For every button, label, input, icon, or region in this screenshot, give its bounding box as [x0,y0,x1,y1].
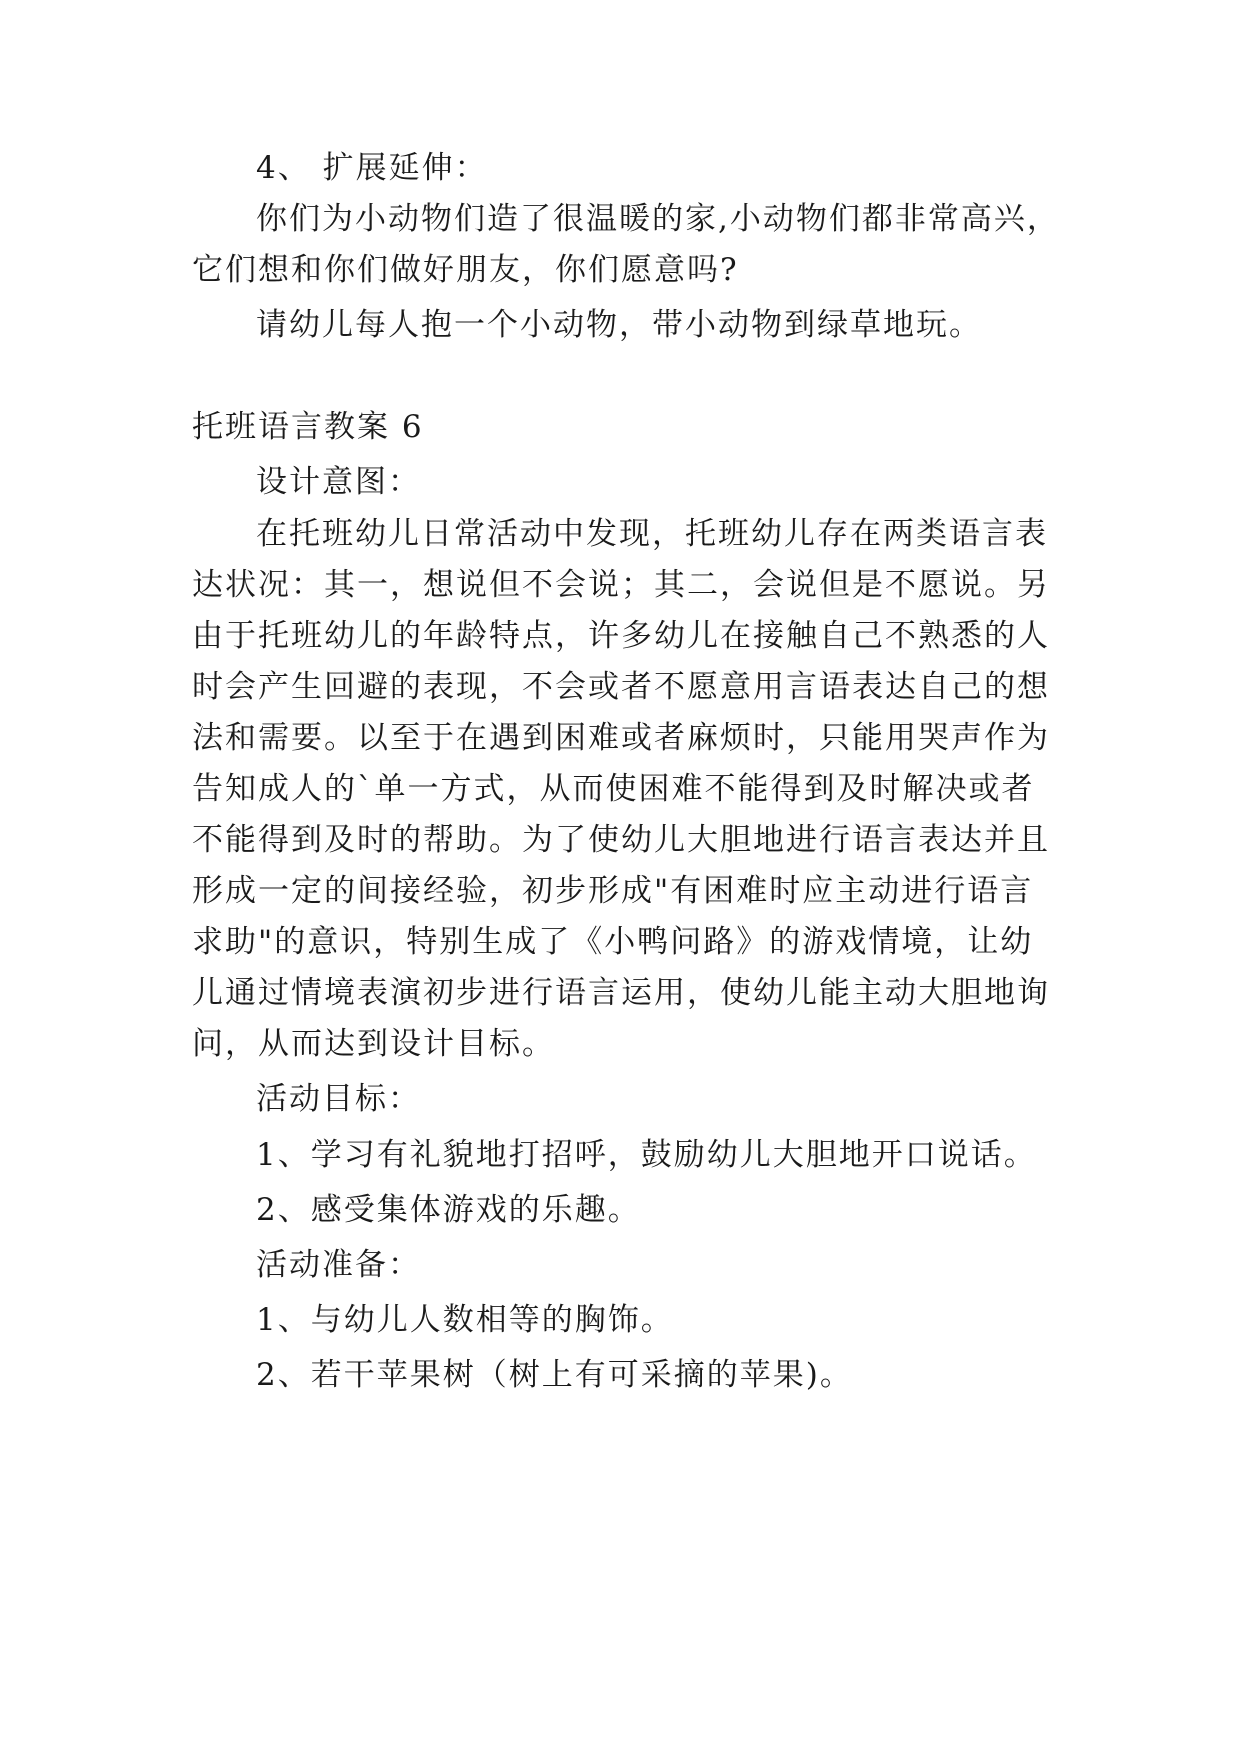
design-paragraph-line: 不能得到及时的帮助。为了使幼儿大胆地进行语言表达并且 [192,822,1050,858]
design-paragraph-line: 法和需要。以至于在遇到困难或者麻烦时，只能用哭声作为 [192,720,1050,756]
prep-item: 2、若干苹果树（树上有可采摘的苹果)。 [256,1357,853,1393]
design-paragraph-line: 告知成人的`单一方式，从而使困难不能得到及时解决或者 [192,771,1035,807]
design-paragraph-line: 在托班幼儿日常活动中发现，托班幼儿存在两类语言表 [256,516,1048,552]
design-paragraph-line: 形成一定的间接经验，初步形成"有困难时应主动进行语言 [192,873,1034,909]
design-paragraph-line: 求助"的意识，特别生成了《小鸭问路》的游戏情境，让幼 [192,924,1034,960]
design-paragraph-line: 由于托班幼儿的年龄特点，许多幼儿在接触自己不熟悉的人 [192,618,1050,654]
prep-item: 1、与幼儿人数相等的胸饰。 [256,1302,674,1338]
paragraph-line: 请幼儿每人抱一个小动物，带小动物到绿草地玩。 [256,307,982,343]
design-paragraph-line: 时会产生回避的表现，不会或者不愿意用言语表达自己的想 [192,669,1050,705]
design-paragraph-line: 问，从而达到设计目标。 [192,1026,555,1062]
goal-item: 2、感受集体游戏的乐趣。 [256,1192,641,1228]
goals-label: 活动目标： [256,1081,421,1117]
goal-item: 1、学习有礼貌地打招呼，鼓励幼儿大胆地开口说话。 [256,1137,1037,1173]
paragraph-line: 你们为小动物们造了很温暖的家,小动物们都非常高兴， [256,201,1060,237]
lesson-title: 托班语言教案 6 [192,409,424,445]
prep-label: 活动准备： [256,1247,421,1283]
section-heading-extension: 4、 扩展延伸： [256,150,488,186]
design-paragraph-line: 达状况：其一，想说但不会说；其二，会说但是不愿说。另 [192,567,1050,603]
design-paragraph-line: 儿通过情境表演初步进行语言运用，使幼儿能主动大胆地询 [192,975,1050,1011]
design-intent-label: 设计意图： [256,464,421,500]
paragraph-line: 它们想和你们做好朋友，你们愿意吗? [192,252,739,288]
